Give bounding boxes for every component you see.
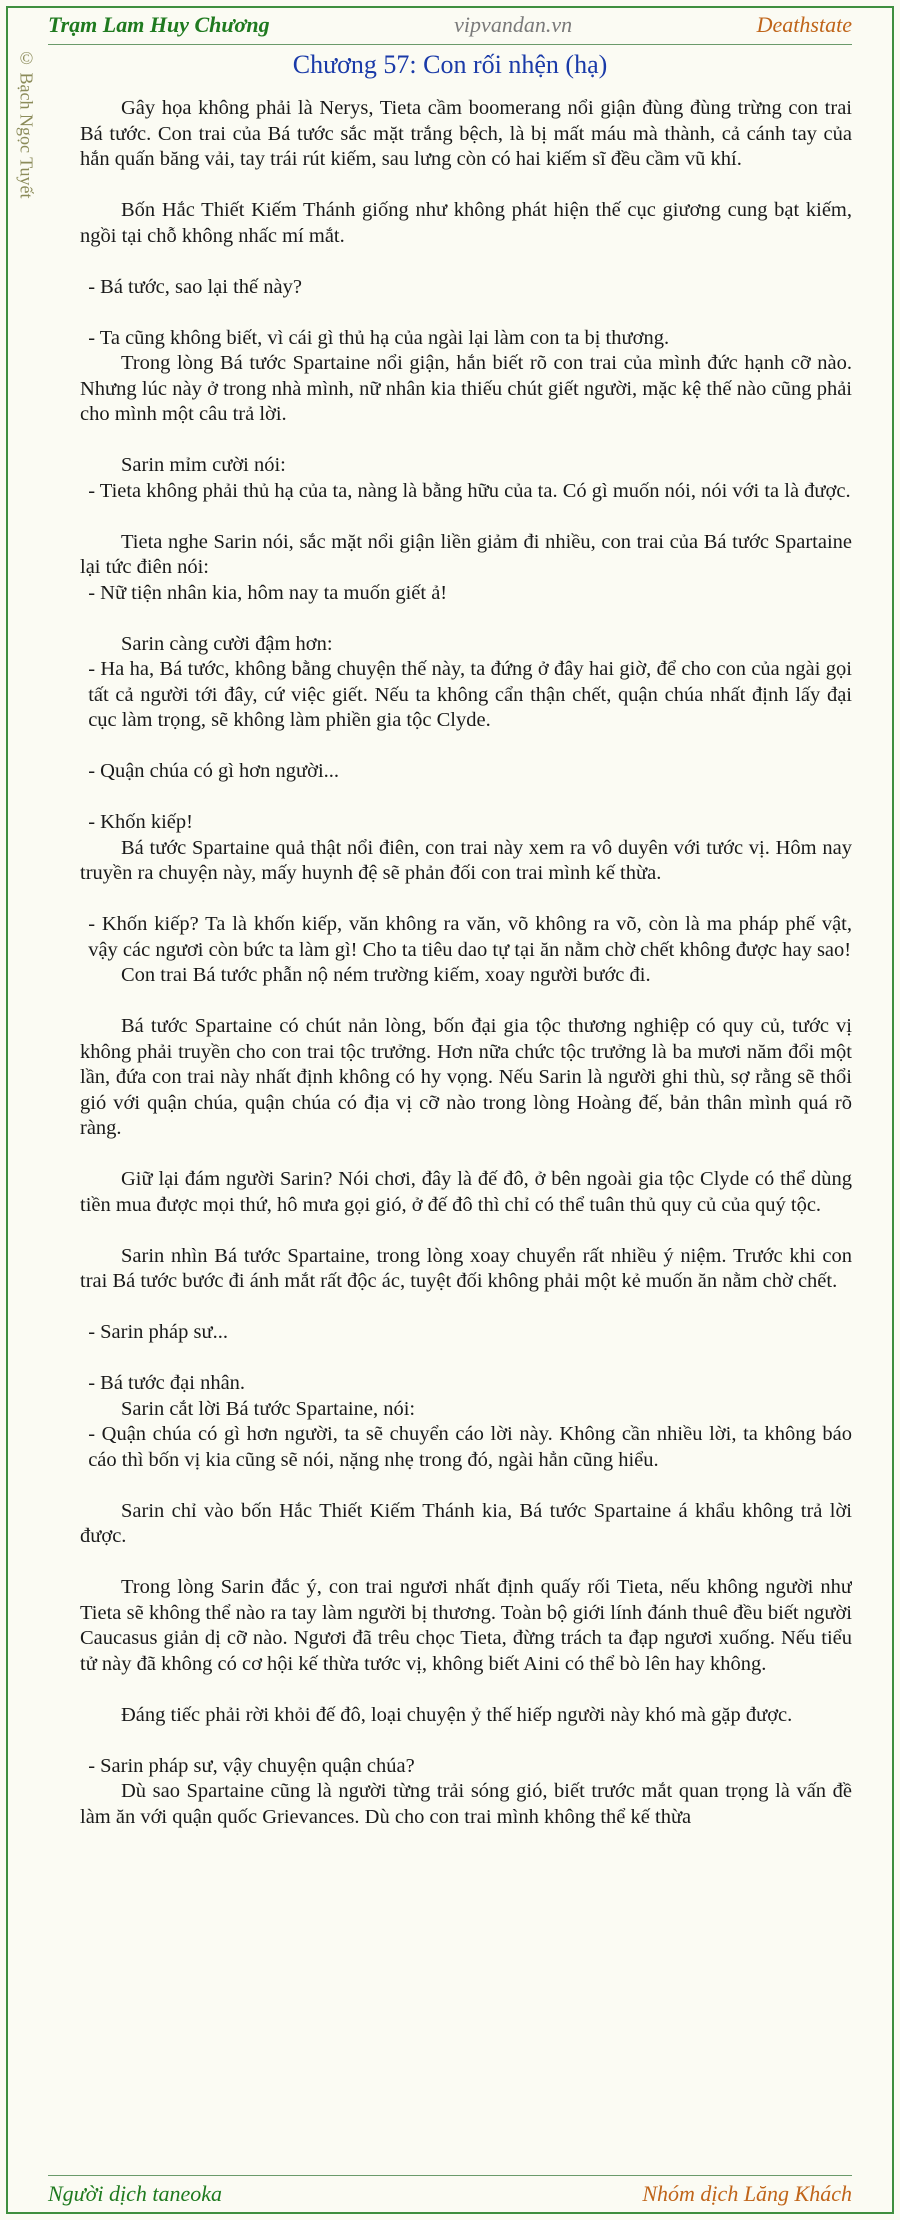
paragraph: Sarin cắt lời Bá tước Spartaine, nói:	[121, 1397, 416, 1420]
paragraph: Trong lòng Bá tước Spartaine nổi giận, hắn biết rõ con trai của mình đức hạnh cỡ nào. Nhưng lúc này ở trong nhà mình, nữ nhân kia thiếu chút giết người, mặc kệ thế nào cũng phải cho mình một câu trả lời.	[80, 352, 852, 425]
paragraph: Sarin mỉm cười nói:	[121, 454, 286, 476]
paragraph-spacer	[80, 1677, 852, 1703]
page-header	[48, 6, 852, 45]
paragraph: Gây họa không phải là Nerys, Tieta cầm boomerang nổi giận đùng đùng trừng con trai Bá tước. Con trai của Bá tước sắc mặt trắng bệch, là bị mất máu mà thành, cả cánh tay của hắn quấn băng vải, tay trái rút kiếm, sau lưng còn có hai kiếm sĩ đều cầm vũ khí.	[80, 97, 852, 170]
dialogue-line: - Ta cũng không biết, vì cái gì thủ hạ của ngài lại làm con ta bị thương.	[88, 326, 670, 349]
paragraph-spacer	[80, 1142, 852, 1168]
footer-group: Nhóm dịch Lăng Khách	[642, 2181, 852, 2206]
paragraph-spacer	[80, 173, 852, 199]
paragraph-spacer	[80, 989, 852, 1015]
paragraph: Dù sao Spartaine cũng là người từng trải sóng gió, biết trước mắt quan trọng là vấn đề làm ăn với quận quốc Grievances. Dù cho con trai mình không thể kế thừa	[80, 1780, 852, 1828]
chapter-body	[80, 96, 852, 2152]
paragraph-spacer	[80, 1550, 852, 1576]
paragraph: Sarin chỉ vào bốn Hắc Thiết Kiếm Thánh kia, Bá tước Spartaine á khẩu không trả lời được.	[80, 1499, 852, 1547]
page-footer	[48, 2175, 852, 2212]
dialogue-line: - Quận chúa có gì hơn người, ta sẽ chuyển cáo lời này. Không cần nhiều lời, ta không báo cáo thì bốn vị kia cũng sẽ nói, nặng nhẹ trong đó, ngài hẳn cũng hiểu.	[88, 1423, 852, 1471]
dialogue-line: - Bá tước đại nhân.	[88, 1372, 246, 1394]
paragraph: Giữ lại đám người Sarin? Nói chơi, đây là đế đô, ở bên ngoài gia tộc Clyde có thể dùng tiền mua được mọi thứ, hô mưa gọi gió, ở đế đô thì chỉ có thể tuân thủ quy củ của quý tộc.	[80, 1168, 852, 1216]
paragraph-spacer	[80, 606, 852, 632]
paragraph-spacer	[80, 887, 852, 913]
paragraph: Bá tước Spartaine quả thật nổi điên, con trai này xem ra vô duyên với tước vị. Hôm nay truyền ra chuyện này, mấy huynh đệ sẽ phản đối con trai mình kế thừa.	[80, 836, 852, 884]
dialogue-line: - Quận chúa có gì hơn người...	[88, 760, 340, 782]
header-book-title: Deathstate	[756, 12, 852, 37]
paragraph-spacer	[80, 1218, 852, 1244]
paragraph-spacer	[80, 785, 852, 811]
dialogue-line: - Sarin pháp sư...	[88, 1321, 228, 1343]
dialogue-line: - Bá tước, sao lại thế này?	[88, 275, 302, 298]
paragraph-spacer	[80, 428, 852, 454]
paragraph-spacer	[80, 1728, 852, 1754]
dialogue-line: - Tieta không phải thủ hạ của ta, nàng là bằng hữu của ta. Có gì muốn nói, nói với ta là được.	[88, 479, 851, 502]
paragraph-spacer	[80, 1295, 852, 1321]
paragraph: Sarin nhìn Bá tước Spartaine, trong lòng xoay chuyển rất nhiều ý niệm. Trước khi con trai Bá tước bước đi ánh mắt rất độc ác, tuyệt đối không phải một kẻ muốn ăn nằm chờ chết.	[80, 1244, 852, 1292]
paragraph-spacer	[80, 300, 852, 326]
dialogue-line: - Sarin pháp sư, vậy chuyện quận chúa?	[88, 1754, 415, 1777]
paragraph: Tieta nghe Sarin nói, sắc mặt nổi giận liền giảm đi nhiều, con trai của Bá tước Spartaine lại tức điên nói:	[80, 530, 852, 578]
paragraph-spacer	[80, 504, 852, 530]
dialogue-line: - Ha ha, Bá tước, không bằng chuyện thế này, ta đứng ở đây hai giờ, để cho con của ngài gọi tất cả người tới đây, cứ việc giết. Nếu ta không cẩn thận chết, quận chúa nhất định lấy đại cục làm trọng, sẽ không làm phiền gia tộc Clyde.	[88, 658, 852, 731]
dialogue-line: - Nữ tiện nhân kia, hôm nay ta muốn giết ả!	[88, 581, 448, 604]
side-watermark	[8, 48, 44, 258]
paragraph: Con trai Bá tước phẫn nộ ném trường kiếm, xoay người bước đi.	[121, 964, 651, 986]
dialogue-line: - Khốn kiếp!	[88, 811, 193, 833]
paragraph: Bá tước Spartaine có chút nản lòng, bốn đại gia tộc thương nghiệp có quy củ, tước vị không phải truyền cho con trai tộc trưởng. Hơn nữa chức tộc trưởng là ba mươi năm đổi một lần, đứa con trai này nhất định không có hy vọng. Nếu Sarin là người ghi thù, sợ rằng sẽ thổi gió với quận chúa, quận chúa có địa vị cỡ nào trong lòng Hoàng đế, bản thân mình quá rõ ràng.	[80, 1015, 852, 1139]
chapter-title: Chương 57: Con rối nhện (hạ)	[292, 50, 608, 79]
header-site-name: Trạm Lam Huy Chương	[48, 12, 270, 37]
watermark-text: © Bạch Ngọc Tuyết	[16, 48, 37, 199]
paragraph-spacer	[80, 1346, 852, 1372]
paragraph-spacer	[80, 1473, 852, 1499]
dialogue-line: - Khốn kiếp? Ta là khốn kiếp, văn không ra văn, võ không ra võ, còn là ma pháp phế vật, vậy các ngươi còn bức ta làm gì! Cho ta tiêu dao tự tại ăn nằm chờ chết không được hay sao!	[88, 913, 852, 961]
paragraph-spacer	[80, 734, 852, 760]
footer-translator: Người dịch taneoka	[48, 2181, 223, 2206]
paragraph: Bốn Hắc Thiết Kiếm Thánh giống như không phát hiện thế cục giương cung bạt kiếm, ngồi tại chỗ không nhấc mí mắt.	[80, 199, 852, 247]
paragraph-spacer	[80, 249, 852, 275]
paragraph: Trong lòng Sarin đắc ý, con trai ngươi nhất định quấy rối Tieta, nếu không người như Tieta sẽ không thể nào ra tay làm người bị thương. Toàn bộ giới lính đánh thuê đều biết người Caucasus giản dị cỡ nào. Ngươi đã trêu chọc Tieta, đừng trách ta đạp ngươi xuống. Nếu tiểu tử này đã không có cơ hội kế thừa tước vị, không biết Aini có thể bò lên hay không.	[80, 1576, 852, 1675]
header-url: vipvandan.vn	[454, 12, 573, 37]
paragraph: Đáng tiếc phải rời khỏi đế đô, loại chuyện ỷ thế hiếp người này khó mà gặp được.	[121, 1703, 793, 1726]
paragraph: Sarin càng cười đậm hơn:	[121, 632, 333, 655]
